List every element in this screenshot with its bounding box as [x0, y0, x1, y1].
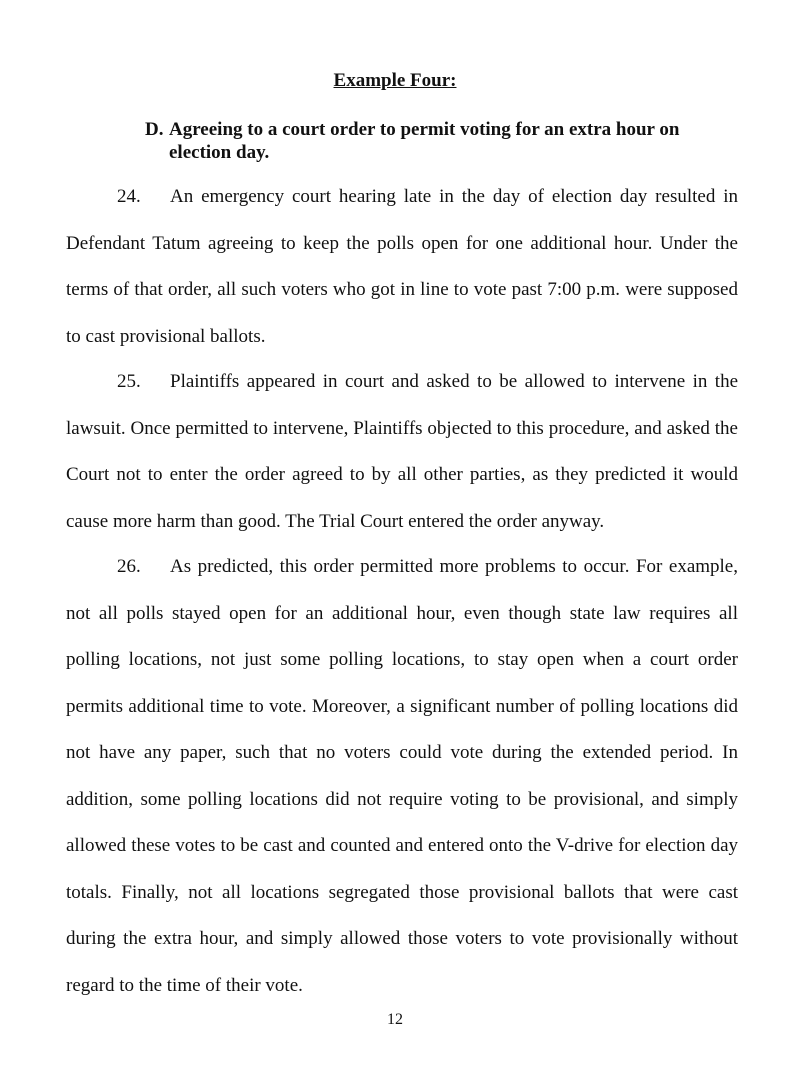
paragraph-number: 24. [117, 186, 141, 207]
paragraph-number: 26. [117, 556, 141, 577]
paragraph-text: As predicted, this order permitted more problems to occur. For example, not all polls stayed open for an additional hour, even though state law requires all polling locations, not just some polling locations, to stay open when a court order permits additional time to vote. Moreover, a significant number of polling locations did not have any paper, such that no voters could vote during the extended period. In addition, some polling locations did not require voting to be provisional, and simply allowed these votes to be cast and counted and entered onto the V-drive for election day totals. Finally, not all locations segregated those provisional ballots that were cast during the extra hour, and simply allowed those voters to vote provisionally without regard to the time of their vote. [66, 556, 738, 996]
paragraph-26 [66, 544, 738, 1009]
paragraph-text: Plaintiffs appeared in court and asked to be allowed to intervene in the lawsuit. Once permitted to intervene, Plaintiffs objected to this procedure, and asked the Court not to enter the order agreed to by all other parties, as they predicted it would cause more harm than good. The Trial Court entered the order anyway. [66, 371, 738, 532]
paragraph-24 [66, 174, 738, 360]
paragraph-number: 25. [117, 371, 141, 392]
paragraph-25 [66, 359, 738, 545]
section-heading: Example Four: [333, 70, 457, 91]
subsection-letter: D. [145, 119, 164, 140]
subsection-title: Agreeing to a court order to permit voting for an extra hour on election day. [169, 119, 680, 163]
subsection-heading [145, 118, 725, 164]
paragraph-text: An emergency court hearing late in the day of election day resulted in Defendant Tatum agreeing to keep the polls open for one additional hour. Under the terms of that order, all such voters who got in line to vote past 7:00 p.m. were supposed to cast provisional ballots. [66, 186, 738, 347]
page-number: 12 [387, 1011, 403, 1028]
